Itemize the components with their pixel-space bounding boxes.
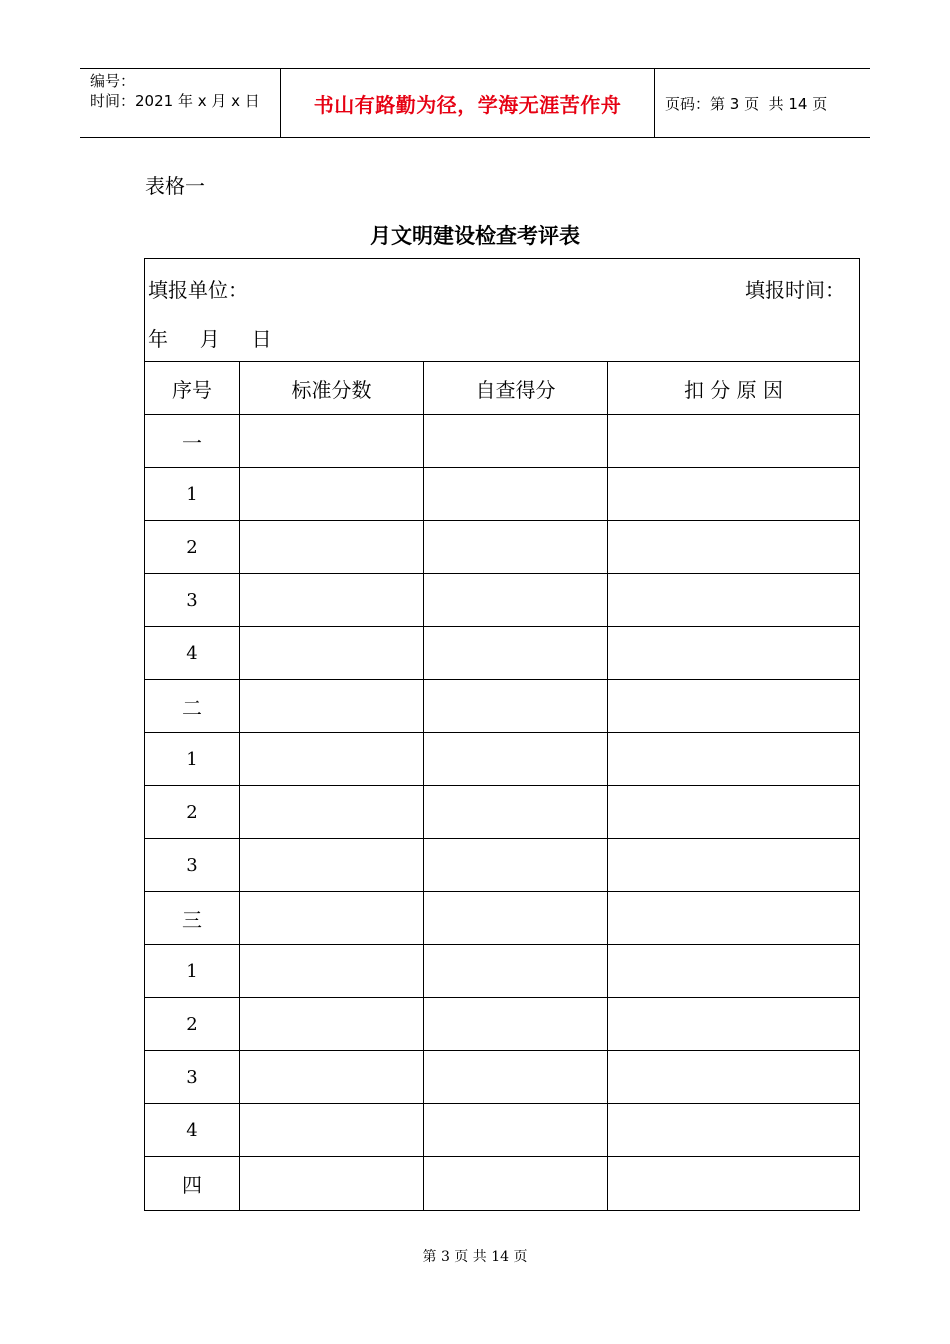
table-row — [145, 415, 859, 468]
self-score-cell[interactable] — [424, 998, 608, 1050]
row-index-cell: 4 — [145, 627, 240, 679]
deduction-reason-cell[interactable] — [608, 521, 859, 573]
self-score-cell[interactable] — [424, 733, 608, 785]
self-score-cell[interactable] — [424, 1051, 608, 1103]
standard-score-cell[interactable] — [240, 839, 424, 891]
deduction-reason-cell[interactable] — [608, 733, 859, 785]
page-header — [80, 68, 870, 138]
self-score-cell[interactable] — [424, 415, 608, 467]
standard-score-cell[interactable] — [240, 1157, 424, 1210]
table-row — [145, 1051, 859, 1104]
column-header: 自查得分 — [424, 362, 608, 414]
self-score-cell[interactable] — [424, 680, 608, 732]
document-title: 月文明建设检查考评表 — [370, 224, 580, 248]
deduction-reason-cell[interactable] — [608, 468, 859, 520]
standard-score-cell[interactable] — [240, 733, 424, 785]
table-row — [145, 574, 859, 627]
self-score-cell[interactable] — [424, 468, 608, 520]
deduction-reason-cell[interactable] — [608, 574, 859, 626]
row-index-cell: 3 — [145, 1051, 240, 1103]
row-index-cell: 一 — [145, 415, 240, 467]
self-score-cell[interactable] — [424, 627, 608, 679]
table-row — [145, 733, 859, 786]
table-row — [145, 892, 859, 945]
table-row — [145, 521, 859, 574]
page-info-text: 页码：第 3 页 共 14 页 — [665, 94, 828, 113]
deduction-reason-cell[interactable] — [608, 415, 859, 467]
row-index-cell: 四 — [145, 1157, 240, 1210]
table-label: 表格一 — [145, 174, 205, 198]
row-index-cell: 1 — [145, 733, 240, 785]
standard-score-cell[interactable] — [240, 680, 424, 732]
deduction-reason-cell[interactable] — [608, 786, 859, 838]
deduction-reason-cell[interactable] — [608, 1104, 859, 1156]
row-index-cell: 二 — [145, 680, 240, 732]
row-index-cell: 1 — [145, 945, 240, 997]
deduction-reason-cell[interactable] — [608, 1157, 859, 1210]
table-row — [145, 1104, 859, 1157]
deduction-reason-cell[interactable] — [608, 892, 859, 944]
standard-score-cell[interactable] — [240, 945, 424, 997]
deduction-reason-cell[interactable] — [608, 627, 859, 679]
standard-score-cell[interactable] — [240, 521, 424, 573]
row-index-cell: 3 — [145, 574, 240, 626]
self-score-cell[interactable] — [424, 945, 608, 997]
row-index-cell: 2 — [145, 786, 240, 838]
row-index-cell: 2 — [145, 521, 240, 573]
evaluation-table — [144, 258, 860, 1211]
column-header: 序号 — [145, 362, 240, 414]
standard-score-cell[interactable] — [240, 415, 424, 467]
number-label: 编号： — [90, 72, 136, 90]
table-row — [145, 1157, 859, 1210]
date-label: 年 月 日 — [148, 327, 272, 351]
standard-score-cell[interactable] — [240, 574, 424, 626]
table-row — [145, 680, 859, 733]
table-row — [145, 786, 859, 839]
self-score-cell[interactable] — [424, 1157, 608, 1210]
self-score-cell[interactable] — [424, 521, 608, 573]
table-row — [145, 945, 859, 998]
unit-label: 填报单位： — [148, 278, 248, 302]
header-motto: 书山有路勤为径，学海无涯苦作舟 — [281, 69, 655, 137]
column-header: 标准分数 — [240, 362, 424, 414]
table-row — [145, 627, 859, 680]
info-block — [145, 259, 859, 362]
standard-score-cell[interactable] — [240, 1051, 424, 1103]
table-body — [145, 415, 859, 1210]
self-score-cell[interactable] — [424, 574, 608, 626]
deduction-reason-cell[interactable] — [608, 998, 859, 1050]
table-header-row — [145, 362, 859, 415]
deduction-reason-cell[interactable] — [608, 839, 859, 891]
table-row — [145, 998, 859, 1051]
deduction-reason-cell[interactable] — [608, 680, 859, 732]
time-label: 时间：2021 年 x 月 x 日 — [90, 92, 260, 110]
page-footer: 第 3 页 共 14 页 — [422, 1249, 528, 1265]
time-field-label: 填报时间： — [745, 278, 845, 302]
standard-score-cell[interactable] — [240, 1104, 424, 1156]
header-page-info — [655, 69, 870, 137]
standard-score-cell[interactable] — [240, 627, 424, 679]
row-index-cell: 三 — [145, 892, 240, 944]
self-score-cell[interactable] — [424, 839, 608, 891]
table-row — [145, 468, 859, 521]
header-meta — [80, 69, 281, 137]
standard-score-cell[interactable] — [240, 892, 424, 944]
standard-score-cell[interactable] — [240, 468, 424, 520]
standard-score-cell[interactable] — [240, 998, 424, 1050]
row-index-cell: 1 — [145, 468, 240, 520]
self-score-cell[interactable] — [424, 786, 608, 838]
row-index-cell: 4 — [145, 1104, 240, 1156]
row-index-cell: 2 — [145, 998, 240, 1050]
table-row — [145, 839, 859, 892]
deduction-reason-cell[interactable] — [608, 1051, 859, 1103]
row-index-cell: 3 — [145, 839, 240, 891]
deduction-reason-cell[interactable] — [608, 945, 859, 997]
column-header: 扣 分 原 因 — [683, 377, 784, 402]
self-score-cell[interactable] — [424, 892, 608, 944]
self-score-cell[interactable] — [424, 1104, 608, 1156]
standard-score-cell[interactable] — [240, 786, 424, 838]
